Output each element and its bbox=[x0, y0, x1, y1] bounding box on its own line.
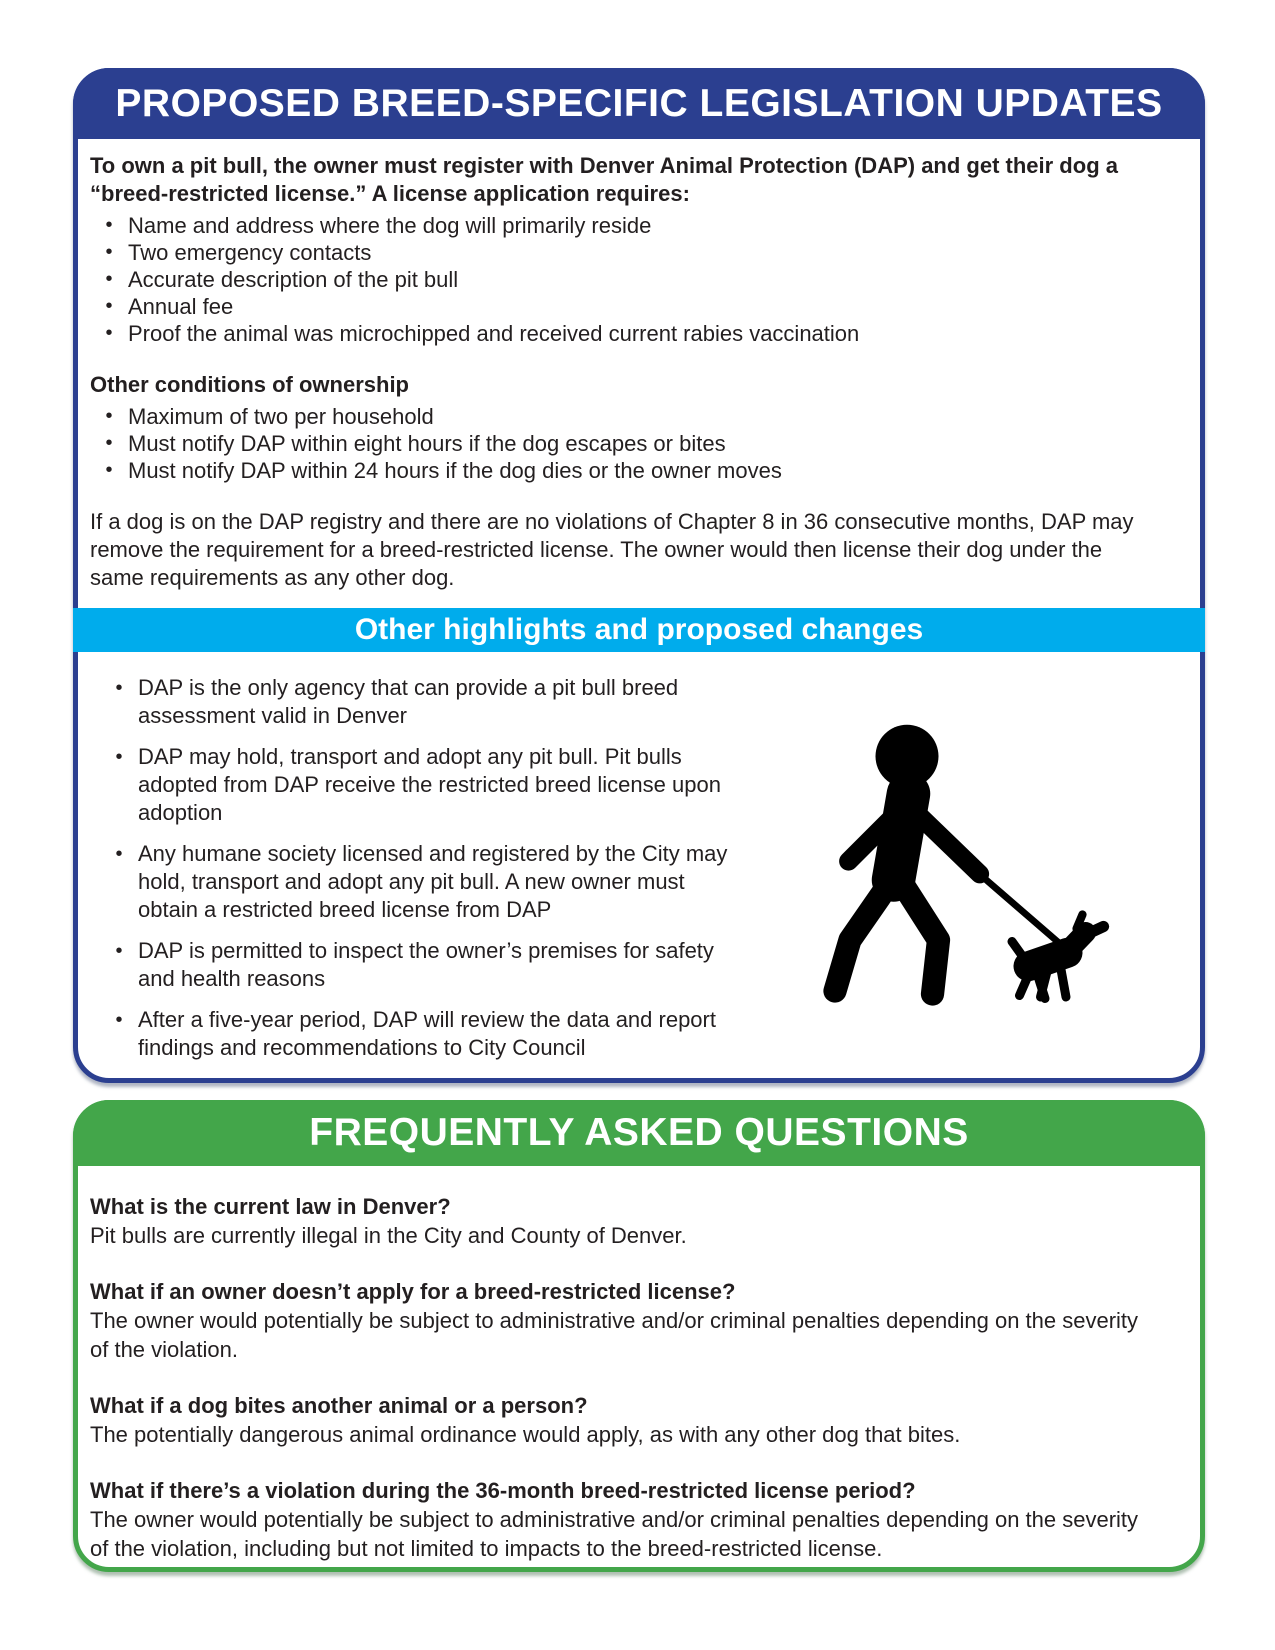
list-item bbox=[90, 430, 1142, 457]
bullet-icon: • bbox=[115, 843, 123, 865]
list-item bbox=[100, 1006, 740, 1062]
list-item-text: Must notify DAP within 24 hours if the dog dies or the owner moves bbox=[128, 458, 782, 483]
bullet-icon: • bbox=[105, 268, 113, 290]
bullet-icon: • bbox=[105, 241, 113, 263]
list-item-text: DAP is the only agency that can provide a pit bull breed assessment valid in Denver bbox=[138, 675, 679, 728]
bullet-icon: • bbox=[115, 940, 123, 962]
list-item-text: Must notify DAP within eight hours if the dog escapes or bites bbox=[128, 431, 726, 456]
list-item-text: Any humane society licensed and registered by the City may hold, transport and adopt any pit bull. A new owner must obtain a restricted breed license from DAP bbox=[138, 841, 728, 922]
faq-item bbox=[90, 1192, 1142, 1250]
list-item bbox=[100, 674, 740, 730]
list-item-text: Annual fee bbox=[128, 294, 234, 319]
list-item-text: Maximum of two per household bbox=[128, 404, 434, 429]
bullet-icon: • bbox=[115, 677, 123, 699]
faq-item bbox=[90, 1391, 1142, 1449]
bullet-icon: • bbox=[105, 459, 113, 481]
faq-question: What is the current law in Denver? bbox=[90, 1194, 451, 1219]
legislation-card-title: PROPOSED BREED-SPECIFIC LEGISLATION UPDATES bbox=[73, 68, 1205, 139]
list-item bbox=[90, 457, 1142, 484]
ownership-conditions-list bbox=[90, 403, 1142, 484]
license-intro: To own a pit bull, the owner must register with Denver Animal Protection (DAP) and get their dog a “breed-restricted license.” A license application requires: bbox=[90, 153, 1118, 206]
bullet-icon: • bbox=[105, 322, 113, 344]
faq-item bbox=[90, 1277, 1142, 1364]
list-item bbox=[100, 743, 740, 827]
faq-list bbox=[78, 1166, 1200, 1563]
list-item-text: Proof the animal was microchipped and received current rabies vaccination bbox=[128, 321, 860, 346]
bullet-icon: • bbox=[105, 214, 113, 236]
faq-card-title: FREQUENTLY ASKED QUESTIONS bbox=[73, 1100, 1205, 1166]
faq-answer: The owner would potentially be subject to administrative and/or criminal penalties depending on the severity of the violation, including but not limited to impacts to the breed-restricted license. bbox=[90, 1507, 1139, 1561]
highlights-list bbox=[100, 674, 740, 1075]
list-item bbox=[90, 212, 1142, 239]
license-requirements-list bbox=[90, 212, 1142, 347]
license-section bbox=[78, 139, 1200, 592]
highlights-section bbox=[78, 652, 1200, 1075]
list-item-text: DAP may hold, transport and adopt any pit bull. Pit bulls adopted from DAP receive the restricted breed license upon adoption bbox=[138, 744, 721, 825]
list-item-text: Name and address where the dog will primarily reside bbox=[128, 213, 652, 238]
faq-question: What if an owner doesn’t apply for a breed-restricted license? bbox=[90, 1279, 736, 1304]
list-item bbox=[90, 320, 1142, 347]
person-walking-dog-icon bbox=[796, 680, 1126, 1038]
faq-card bbox=[73, 1100, 1205, 1572]
bullet-icon: • bbox=[115, 746, 123, 768]
registry-paragraph: If a dog is on the DAP registry and there are no violations of Chapter 8 in 36 consecutive months, DAP may remove the requirement for a breed-restricted license. The owner would then license their dog under the same requirements as any other dog. bbox=[90, 509, 1134, 590]
icon-column bbox=[740, 674, 1182, 1075]
bullet-icon: • bbox=[105, 295, 113, 317]
faq-question: What if there’s a violation during the 36-month breed-restricted license period? bbox=[90, 1478, 916, 1503]
list-item bbox=[90, 266, 1142, 293]
list-item-text: Accurate description of the pit bull bbox=[128, 267, 459, 292]
legislation-card bbox=[73, 68, 1205, 1083]
ownership-heading: Other conditions of ownership bbox=[90, 372, 409, 397]
list-item-text: Two emergency contacts bbox=[128, 240, 372, 265]
list-item bbox=[90, 239, 1142, 266]
list-item bbox=[90, 403, 1142, 430]
list-item bbox=[100, 840, 740, 924]
faq-answer: Pit bulls are currently illegal in the City and County of Denver. bbox=[90, 1223, 687, 1248]
faq-item bbox=[90, 1476, 1142, 1563]
list-item-text: DAP is permitted to inspect the owner’s premises for safety and health reasons bbox=[138, 938, 714, 991]
list-item-text: After a five-year period, DAP will review the data and report findings and recommendations to City Council bbox=[138, 1007, 716, 1060]
faq-answer: The owner would potentially be subject to administrative and/or criminal penalties depending on the severity of the violation. bbox=[90, 1308, 1139, 1362]
bullet-icon: • bbox=[105, 405, 113, 427]
list-item bbox=[90, 293, 1142, 320]
bullet-icon: • bbox=[115, 1009, 123, 1031]
faq-answer: The potentially dangerous animal ordinance would apply, as with any other dog that bites. bbox=[90, 1422, 961, 1447]
highlights-banner: Other highlights and proposed changes bbox=[73, 608, 1205, 652]
bullet-icon: • bbox=[105, 432, 113, 454]
faq-question: What if a dog bites another animal or a person? bbox=[90, 1393, 588, 1418]
list-item bbox=[100, 937, 740, 993]
